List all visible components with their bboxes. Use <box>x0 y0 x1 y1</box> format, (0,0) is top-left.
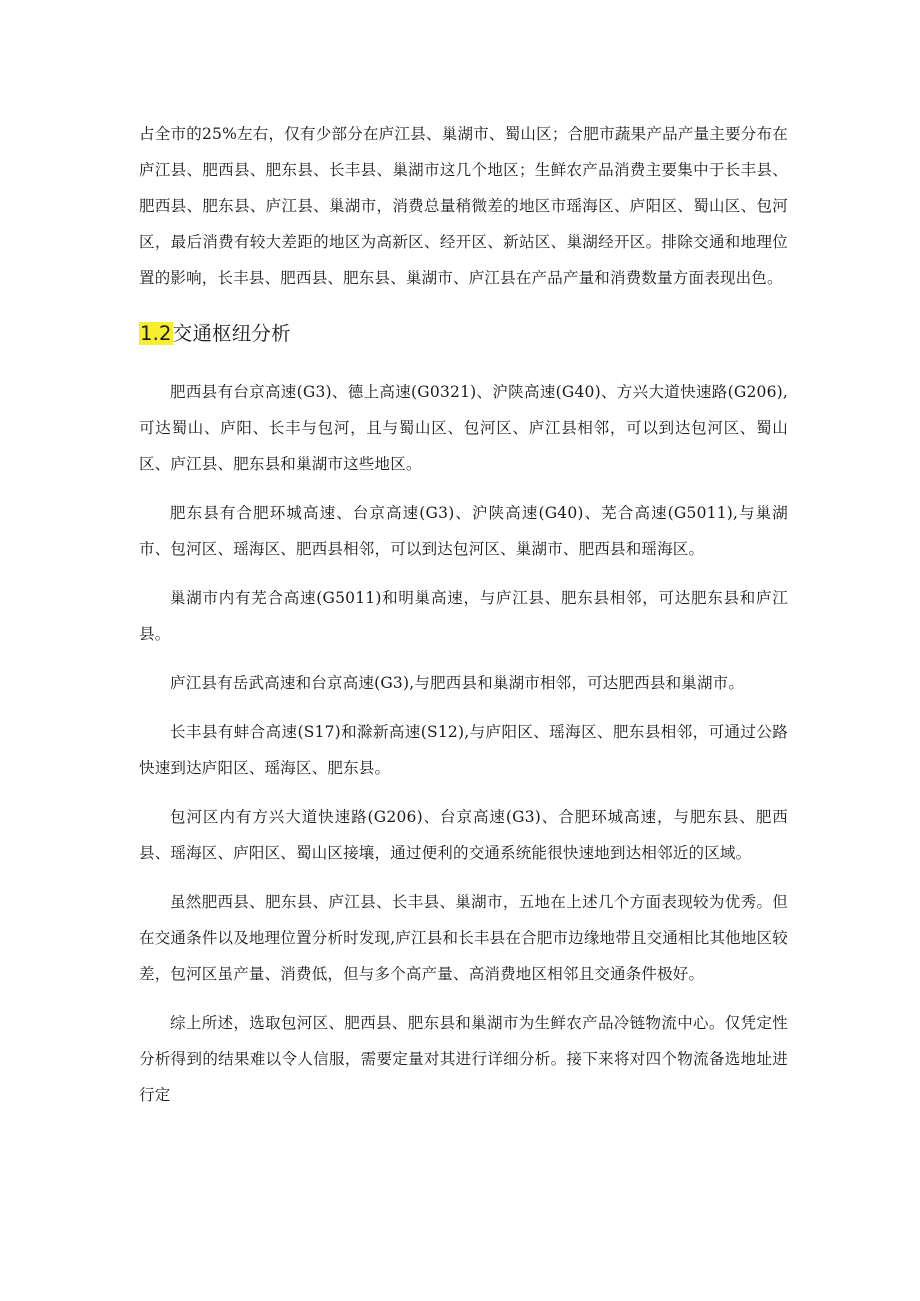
intro-paragraph: 占全市的25%左右，仅有少部分在庐江县、巢湖市、蜀山区；合肥市蔬果产品产量主要分布在庐江县、肥西县、肥东县、长丰县、巢湖市这几个地区；生鲜农产品消费主要集中于长丰县、肥西县、肥东县、庐江县、巢湖市，消费总量稍微差的地区市瑶海区、庐阳区、蜀山区、包河区，最后消费有较大差距的地区为高新区、经开区、新站区、巢湖经开区。排除交通和地理位置的影响，长丰县、肥西县、肥东县、巢湖市、庐江县在产品产量和消费数量方面表现出色。 <box>139 125 788 287</box>
section-number: 1.2 <box>140 322 172 345</box>
paragraph-comparison: 虽然肥西县、肥东县、庐江县、长丰县、巢湖市，五地在上述几个方面表现较为优秀。但在交通条件以及地理位置分析时发现,庐江县和长丰县在合肥市边缘地带且交通相比其他地区较差，包河区虽产量、消费低，但与多个高产量、高消费地区相邻且交通条件极好。 <box>139 893 788 983</box>
paragraph-baohe: 包河区内有方兴大道快速路(G206)、台京高速(G3)、合肥环城高速，与肥东县、肥西县、瑶海区、庐阳区、蜀山区接壤，通过便利的交通系统能很快速地到达相邻近的区域。 <box>139 808 788 862</box>
section-heading <box>139 316 788 352</box>
paragraph-feixi: 肥西县有台京高速(G3)、德上高速(G0321)、沪陕高速(G40)、方兴大道快速路(G206),可达蜀山、庐阳、长丰与包河，且与蜀山区、包河区、庐江县相邻，可以到达包河区、蜀山区、庐江县、肥东县和巢湖市这些地区。 <box>139 383 788 473</box>
paragraph-changfeng: 长丰县有蚌合高速(S17)和滁新高速(S12),与庐阳区、瑶海区、肥东县相邻，可通过公路快速到达庐阳区、瑶海区、肥东县。 <box>139 723 788 777</box>
paragraph-chaohu: 巢湖市内有芜合高速(G5011)和明巢高速，与庐江县、肥东县相邻，可达肥东县和庐江县。 <box>139 589 788 643</box>
paragraph-conclusion: 综上所述，选取包河区、肥西县、肥东县和巢湖市为生鲜农产品冷链物流中心。仅凭定性分析得到的结果难以令人信服，需要定量对其进行详细分析。接下来将对四个物流备选地址进行定 <box>139 1014 788 1104</box>
section-title: 交通枢纽分析 <box>172 322 291 345</box>
paragraph-feidong: 肥东县有合肥环城高速、台京高速(G3)、沪陕高速(G40)、芜合高速(G5011),与巢湖市、包河区、瑶海区、肥西县相邻，可以到达包河区、巢湖市、肥西县和瑶海区。 <box>139 504 788 558</box>
paragraph-lujiang: 庐江县有岳武高速和台京高速(G3),与肥西县和巢湖市相邻，可达肥西县和巢湖市。 <box>170 674 745 692</box>
